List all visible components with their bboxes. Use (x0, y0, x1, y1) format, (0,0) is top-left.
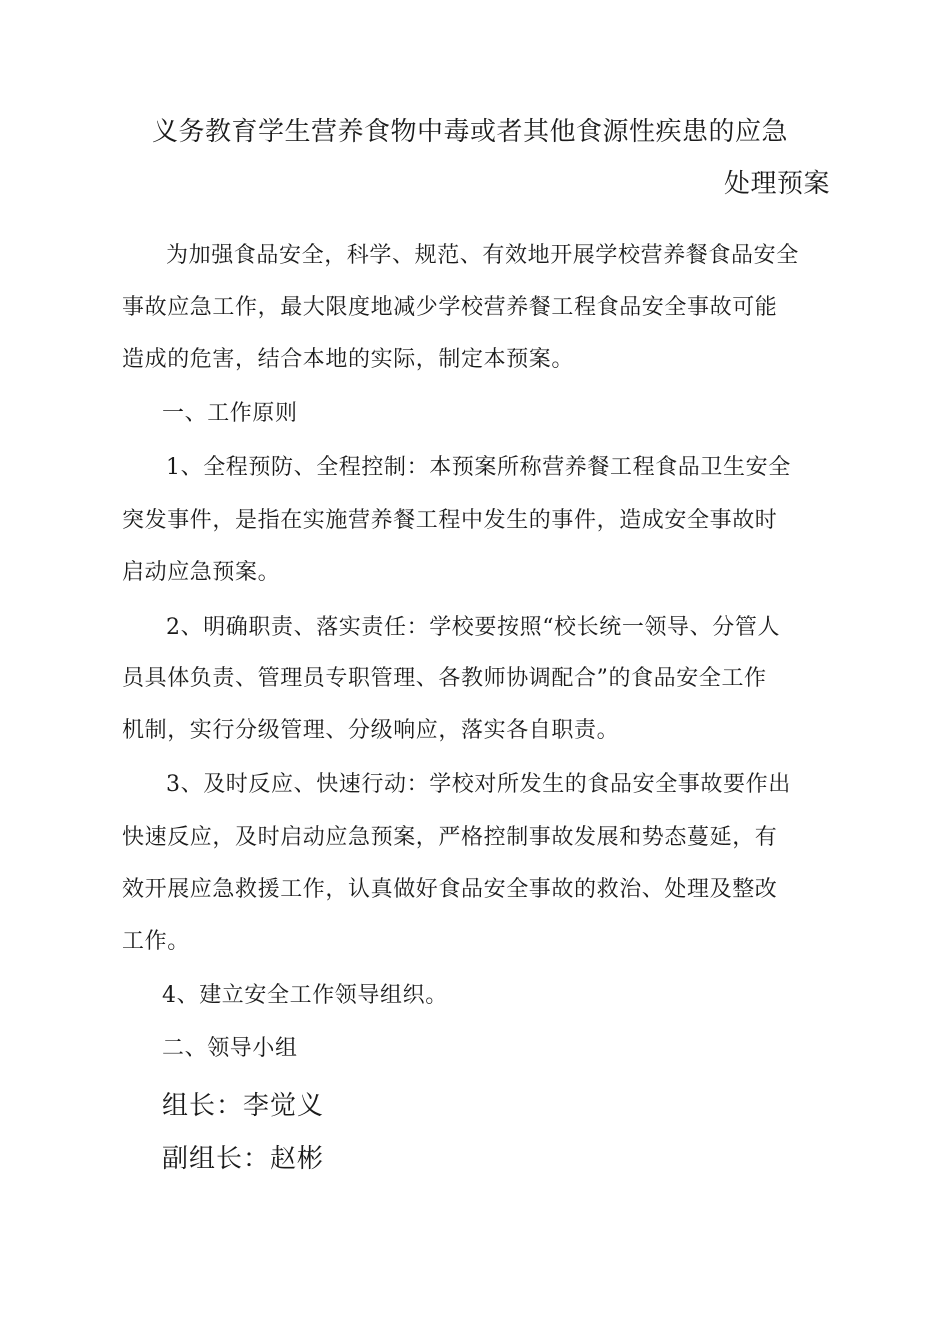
section-2-heading: 二、领导小组 (162, 1036, 298, 1061)
item-3-line-3: 效开展应急救援工作，认真做好食品安全事故的救治、处理及整改 (122, 877, 778, 902)
item-3-line-1: 3、及时反应、快速行动：学校对所发生的食品安全事故要作出 (166, 772, 791, 797)
item-2-line-3: 机制，实行分级管理、分级响应，落实各自职责。 (122, 718, 620, 743)
item-1-line-2: 突发事件，是指在实施营养餐工程中发生的事件，造成安全事故时 (122, 508, 778, 533)
deputy-leader-line: 副组长：赵彬 (162, 1144, 325, 1174)
intro-line-3: 造成的危害，结合本地的实际，制定本预案。 (122, 347, 575, 372)
item-3-line-4: 工作。 (122, 929, 190, 954)
item-1-line-1: 1、全程预防、全程控制：本预案所称营养餐工程食品卫生安全 (166, 455, 791, 480)
item-3-line-2: 快速反应，及时启动应急预案，严格控制事故发展和势态蔓延，有 (122, 825, 778, 850)
section-1-heading: 一、工作原则 (162, 401, 298, 426)
title-line-2: 处理预案 (723, 169, 830, 199)
title-line-1: 义务教育学生营养食物中毒或者其他食源性疾患的应急 (152, 117, 789, 147)
item-1-line-3: 启动应急预案。 (122, 560, 281, 585)
leader-line: 组长：李觉义 (162, 1091, 325, 1121)
intro-line-1: 为加强食品安全，科学、规范、有效地开展学校营养餐食品安全 (166, 243, 799, 268)
item-4: 4、建立安全工作领导组织。 (162, 983, 448, 1008)
item-2-line-2: 员具体负责、管理员专职管理、各教师协调配合”的食品安全工作 (122, 666, 767, 691)
intro-line-2: 事故应急工作，最大限度地减少学校营养餐工程食品安全事故可能 (122, 295, 778, 320)
item-2-line-1: 2、明确职责、落实责任：学校要按照“校长统一领导、分管人 (166, 615, 781, 640)
